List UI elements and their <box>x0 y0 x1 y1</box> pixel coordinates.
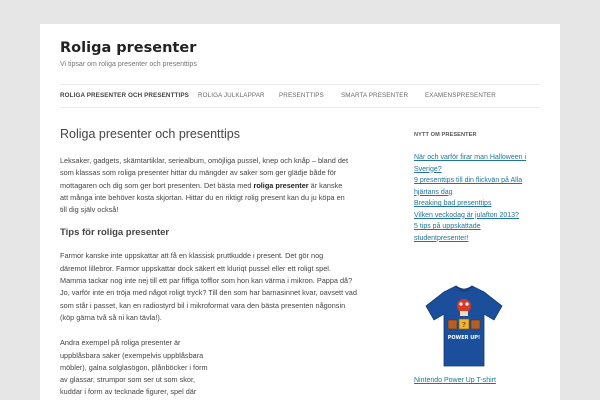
sidebar-link-julafton[interactable]: Vilken veckodag är julafton 2013? <box>414 211 519 219</box>
widget-title: NYTT OM PRESENTER <box>414 132 477 138</box>
tips-paragraph <box>60 250 390 324</box>
intro-paragraph <box>60 155 390 216</box>
product-image[interactable] <box>414 274 514 374</box>
text-line: att många inte behöver kosta skjortan. Hittar du en riktigt rolig present kan du ju köpa en <box>60 192 345 202</box>
sidebar-link-breaking-bad[interactable]: Breaking bad presenttips <box>414 200 492 207</box>
nav-item-smarta-presenter[interactable]: SMARTA PRESENTER <box>341 92 409 99</box>
page-title: Roliga presenter och presenttips <box>60 127 240 141</box>
sidebar-link-alla-hjartans-dag[interactable]: 9 presenttips till din flickvän på Alla <box>414 177 523 184</box>
text-line: av glassar, strumpor som ser ut som skor, <box>60 375 196 385</box>
text-line: Leksaker, gadgets, skämtartiklar, seriealbum, omöjliga pussel, knep och knåp – bland det <box>60 156 348 165</box>
sidebar-link-halloween[interactable]: När och varför firar man Halloween i <box>414 154 527 161</box>
sidebar <box>414 132 544 384</box>
text-line: Jo, varför inte en tröja med något roligt tryck? Till den som har barnasinnet kvar, oavsett vad <box>60 288 357 298</box>
section-heading: Tips för roliga presenter <box>60 227 170 239</box>
text-line: mottagaren och dig som ger bort presenten. Det bästa med roliga presenter är kanske <box>60 180 343 190</box>
text-line: Andra exempel på roliga presenter är <box>60 338 181 348</box>
nav-item-roliga-julklappar[interactable]: ROLIGA JULKLAPPAR <box>198 92 265 99</box>
site-description: Vi tipsar om roliga presenter och presenttips <box>60 61 197 68</box>
text-line: uppblåsbara saker (exempelvis uppblåsbara <box>60 350 204 360</box>
text-line: till dig själv också! <box>60 205 119 215</box>
text-line: kuddar i form av tecknade figurer, spel där <box>60 387 197 397</box>
site-title[interactable]: Roliga presenter <box>60 40 197 56</box>
sidebar-link-alla-hjartans-dag[interactable]: hjärtans dag <box>414 188 453 196</box>
main-content <box>60 127 390 399</box>
text-line: Farmor kanske inte uppskattar att få en klassisk pruttkudde i present. Det gör nog <box>60 251 324 261</box>
mushroom-icon <box>457 299 471 313</box>
svg-text:?: ? <box>461 321 467 329</box>
nav-item-roliga-presenter[interactable]: ROLIGA PRESENTER OCH PRESENTTIPS <box>60 92 189 99</box>
sidebar-link-halloween[interactable]: Sverige? <box>414 165 442 173</box>
svg-text:POWER UP!: POWER UP! <box>447 335 481 341</box>
nav-item-presenttips[interactable]: PRESENTTIPS <box>279 92 324 99</box>
examples-paragraph <box>60 337 390 398</box>
sidebar-link-studentpresenter[interactable]: studentpresenter! <box>414 234 469 242</box>
nav-item-examenspresenter[interactable]: EXAMENSPRESENTER <box>425 92 496 99</box>
text-line: som klassas som roliga presenter hittar du mängder av saker som ger glädje både för <box>60 168 337 178</box>
text-line: (köp gärna två så ni kan tävla!). <box>60 312 162 322</box>
tshirt-image <box>414 274 514 374</box>
text-line: möbler), galna solglasögon, plånböcker i form <box>60 362 208 372</box>
text-line: däremot lillebror. Farmor uppskattar dock säkert ett kluriqt pussel eller ett roligt spel. <box>60 263 331 273</box>
text-line: som står i passet, kan en radiostyrd bil i mikroformat vara den bästa presenten någonsin <box>60 300 346 310</box>
product-caption-link[interactable]: Nintendo Power Up T-shirt <box>414 377 496 384</box>
sidebar-link-studentpresenter[interactable]: 5 tips på uppskattade <box>414 223 481 230</box>
main-navigation <box>60 84 540 108</box>
text-line: Mamma tackar nog inte nej till ett par fiffiga tofflor som hon kan värma i mikron. Pappa då? <box>60 276 353 286</box>
bold-keyword: roliga presenter <box>253 180 309 190</box>
page-container <box>40 24 560 400</box>
